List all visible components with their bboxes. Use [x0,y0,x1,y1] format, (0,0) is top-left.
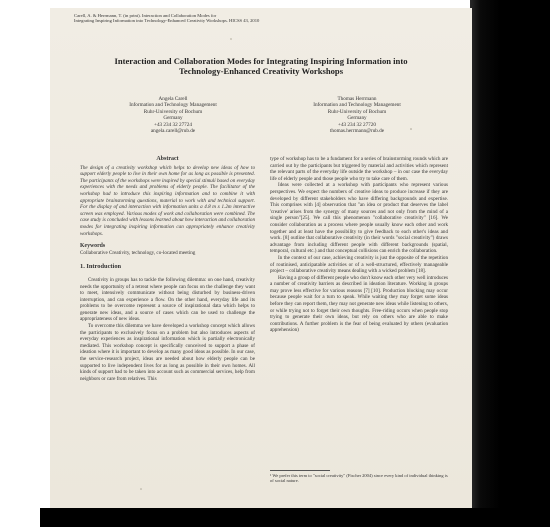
right-paragraph-4: Having a group of different people who don't know each other very well introduces a number of creativity barriers as described in ideation literature. Working in groups may prove less effective for various reasons [7] [10]. Production blocking may occur because people wait for a turn to speak. While waiting they may forget some ideas before they can report them, they may not generate new ideas while listening to others, or while trying not to forget their own thoughts. Free-riding occurs when people stop trying to generate their own ideas, but rely on others who are able to make contributions. A further problem is the fear of being evaluated by others (evaluation apprehension) [270,274,448,334]
title-line-1: Interaction and Collaboration Modes for Integrating Inspiring Information into [114,56,408,66]
author-block-2 [272,96,442,134]
right-paragraph-1: type of workshop has to be a fundament for a series of brainstorming rounds which are carried out by the participants but triggered by material and activities which represent the relevant parts of the everyday life outside the workshop – in our case the everyday life of elderly people and those people who try to take care of them. [270,156,448,182]
abstract-heading: Abstract [156,156,179,162]
scan-shadow-right [470,0,550,527]
left-column [80,156,255,382]
author-phone: +43 234 32 27720 [338,121,376,128]
right-paragraph-2: Ideas were collected at a workshop with participants who represent various perspectives. We expect the numbers of creative ideas to produce increase if they are developed by different stakeholders who have differing backgrounds and expertise. This comprises with [4] observation that "an idea or product that deserves the label 'creative' arises from the synergy of many sources and not only from the mind of a single person"[25]. We call this phenomenon "collaborative creativity" [16]. We consider collaboration as a process where people usually know each other and work together and at least have the possibility to give feedback to each other's ideas and work. [8] outline that collaborative creativity (in their words "social creativity") draws advantage from including different people with different backgrounds (spatial, temporal, cultural etc.) and that conceptual collisions can enrich the collaboration. [270,182,448,255]
author-dept: Information and Technology Management [313,102,401,109]
author-country: Germany [163,115,183,122]
scan-shadow-bottom [40,508,550,527]
author-country: Germany [347,115,367,122]
right-column [270,156,448,334]
footnote-text: We prefer this term to "social creativity" (Fischer 2004) since every kind of individual thinking is of social nature. [270,473,448,484]
title-line-2: Technology-Enhanced Creativity Workshops [178,66,344,76]
citation-line-1: Carell, A. & Herrmann, T. (in print). Interaction and Collaboration Modes for [74,13,217,18]
author-block-1 [88,96,258,134]
keywords-heading: Keywords [80,243,106,250]
author-email: thomas.herrmann@rub.de [329,128,385,135]
paper-speck [140,488,142,490]
abstract-text: The design of a creativity workshop which helps to develop new ideas of how to support elderly people to live in their own home for as long as possible is presented. The participants of the workshops were inspired by special stimuli based on everyday experiences with the needs and problems of elderly people. The facilitator of the workshop had to introduce this inspiring information and to combine it with appropriate brainstorming questions, material to work with and technical support. For the display of and interaction with information units a 4.8 m x 1.2m interactive screen was employed. Various modes of work and collaboration were combined. The case study is concluded with lessons learned about how interaction and collaboration modes for integrating inspiring information can appropriately enhance creativity workshops. [80,164,256,237]
citation-line-2: Integrating Inspiring Information into Technology-Enhanced Creativity Workshops. HICSS 43, 2010 [74,18,260,24]
paper-speck [230,38,232,40]
author-dept: Information and Technology Management [129,102,217,109]
citation-header [74,13,259,24]
author-univ: Ruhr-University of Bochum [327,108,387,115]
introduction-heading: 1. Introduction [80,263,122,271]
footnote-marker: ¹ [270,473,273,478]
author-name: Angela Carell [158,96,188,102]
keywords-text: Collaborative Creativity, technology, co-located meeting [80,249,196,256]
author-phone: +43 234 32 27724 [154,121,192,128]
footnote-rule [270,470,330,471]
author-email: angela.carell@rub.de [150,128,196,135]
author-name: Thomas Herrmann [337,96,377,102]
right-paragraph-3: In the context of our case, achieving creativity is just the opposite of the repetition of routinised, anticipatable activities or of a well-structured, effectively manageable project – collaborative creativity means dealing with a wicked problem [18]. [270,254,448,275]
author-univ: Ruhr-University of Bochum [143,108,203,115]
paper-page [50,8,472,508]
intro-paragraph-2: To overcome this dilemma we have developed a workshop concept which allows the participants to exclusively focus on a problem but also introduces aspects of everyday experiences as inspirational information which is partially electronically mediated. This workshop concept is specifically conceived to support a phase of ideation where it is important to develop as many good ideas as possible. In our case, the service-research project, ideas are needed about how elderly people can be supported to live independent lives for as long as possible in their own homes. All kinds of support had to be taken into account such as commercial services, help from neighbors or care from relatives. This [80,323,255,382]
intro-paragraph-1: Creativity in groups has to tackle the following dilemma: on one hand, creativity needs the opportunity of a retreat where people can focus on the challenge they want to meet, intensively communicate without being disturbed by business-driven interruption, and can experience a flow. On the other hand, everyday life and its problems to be overcome represent a source of inspirational data which helps to generate new ideas, and a source of cases which can be used to challenge the appropriateness of new ideas. [80,276,255,323]
footnote [270,470,448,484]
paper-title [50,56,472,76]
